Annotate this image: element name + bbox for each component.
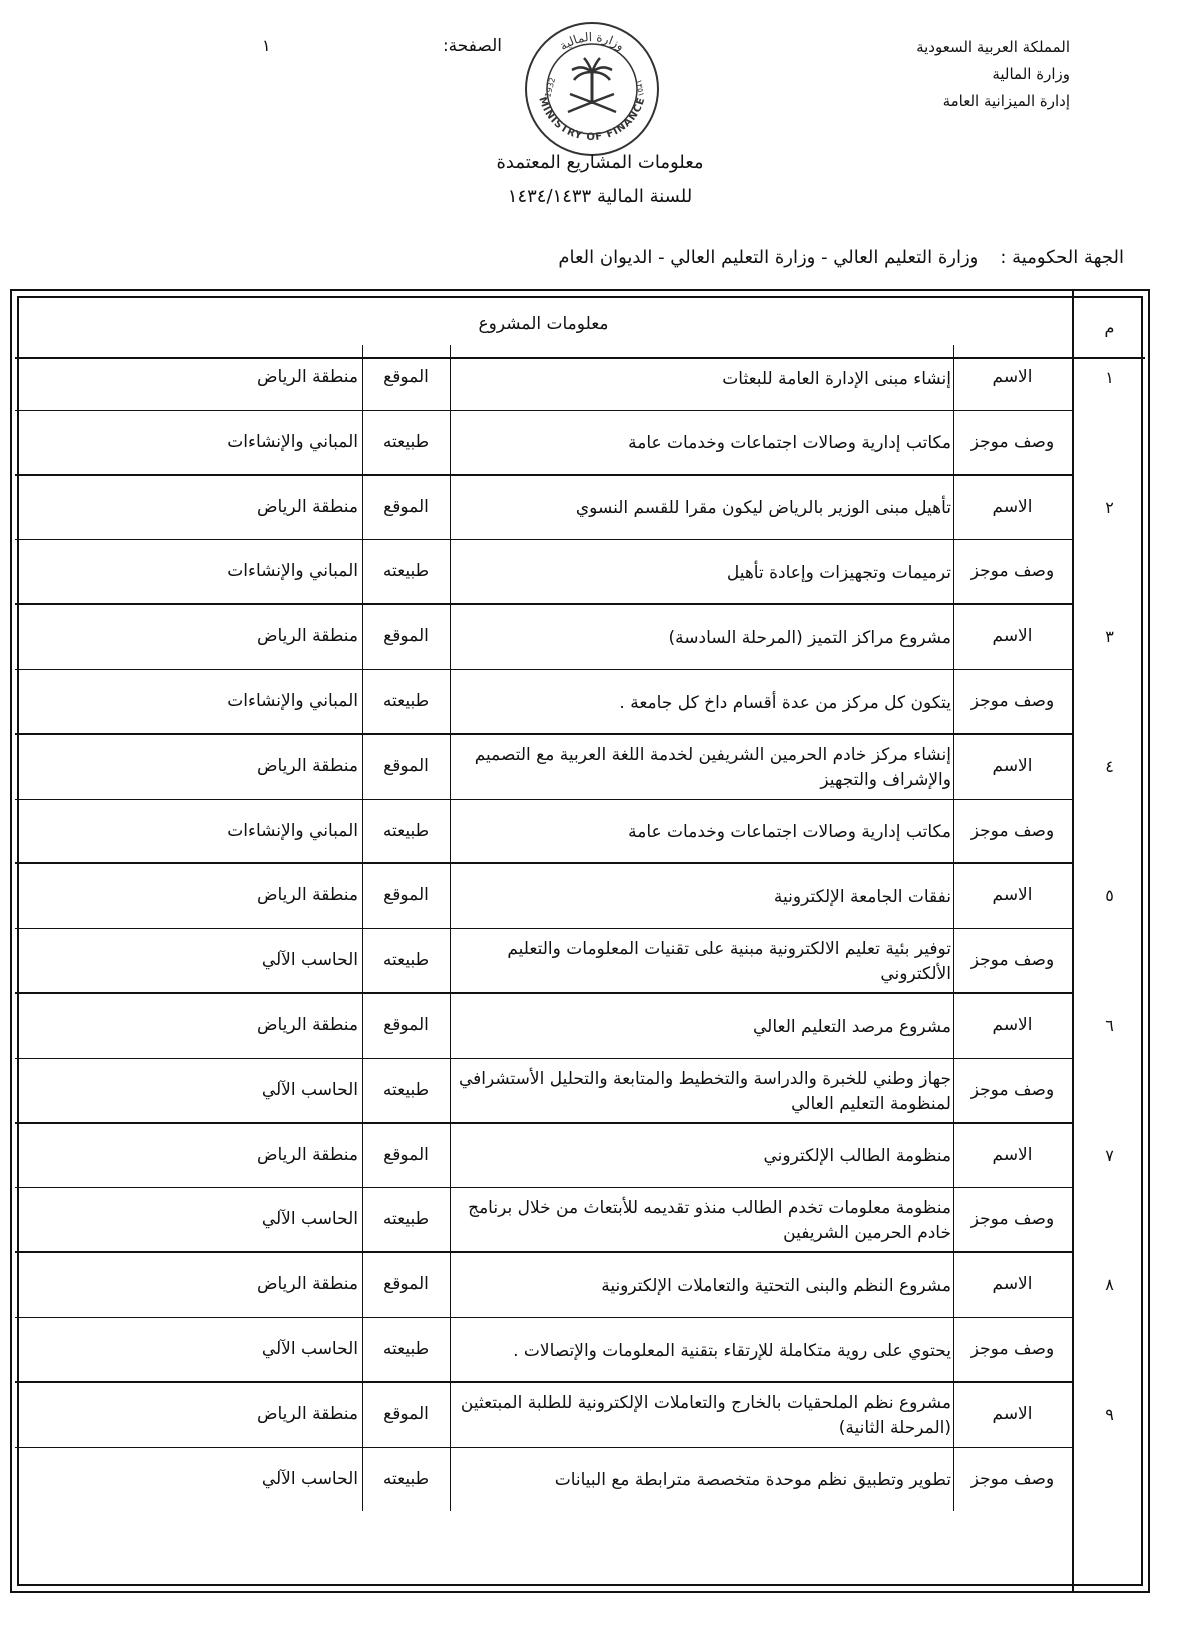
column-divider [362, 863, 363, 993]
project-description: جهاز وطني للخبرة والدراسة والتخطيط والمتابعة والتحليل الأستشرافي لمنظومة التعليم العالي [458, 1068, 951, 1114]
nature-label: طبيعته [382, 1079, 430, 1100]
column-divider [953, 604, 954, 734]
column-divider [450, 863, 451, 993]
column-divider [362, 1382, 363, 1512]
row-separator [15, 474, 1072, 476]
ministry-seal-logo [522, 20, 662, 158]
project-nature: الحاسب الآلي [261, 1468, 358, 1489]
row-number: ١ [1105, 368, 1114, 387]
column-divider [450, 604, 451, 734]
project-name: إنشاء مبنى الإدارة العامة للبعثات [722, 368, 951, 389]
column-divider [362, 1123, 363, 1253]
row-separator [15, 992, 1072, 994]
row-number: ٨ [1105, 1275, 1114, 1295]
project-location: منطقة الرياض [256, 626, 358, 647]
sub-row-separator [15, 669, 1072, 670]
description-label: وصف موجز [970, 691, 1055, 711]
nature-label: طبيعته [382, 1339, 430, 1359]
project-name: تأهيل مبنى الوزير بالرياض ليكون مقرا للقسم النسوي [575, 498, 951, 519]
sub-row-separator [15, 1447, 1072, 1448]
column-divider [953, 993, 954, 1123]
project-name: مشروع نظم الملحقيات بالخارج والتعاملات الإلكترونية للطلبة المبتعثين (المرحلة الثانية) [460, 1392, 951, 1438]
project-nature: الحاسب الآلي [261, 1339, 358, 1359]
column-divider [362, 1252, 363, 1382]
row-number: ٤ [1105, 756, 1114, 776]
government-entity [558, 247, 1124, 268]
project-location: منطقة الرياض [256, 367, 358, 387]
column-divider [953, 1382, 954, 1512]
number-column-divider [1072, 289, 1074, 1593]
row-number: ٥ [1105, 886, 1114, 906]
column-divider [362, 993, 363, 1123]
nature-label: طبيعته [382, 820, 430, 841]
project-description: توفير بئية تعليم الالكترونية مبنية على تقنيات المعلومات والتعليم الألكتروني [507, 939, 951, 985]
description-label: وصف موجز [970, 431, 1055, 452]
sub-row-separator [15, 1058, 1072, 1059]
col-header-number: م [1104, 318, 1115, 337]
name-label: الاسم [992, 367, 1033, 387]
description-label: وصف موجز [970, 1209, 1055, 1230]
project-nature: الحاسب الآلي [261, 1209, 358, 1230]
column-divider [450, 1382, 451, 1512]
entity-label: الجهة الحكومية : [1000, 247, 1124, 268]
document-title: معلومات المشاريع المعتمدة [496, 152, 704, 173]
col-header-project-info: معلومات المشروع [478, 314, 609, 334]
project-name: نفقات الجامعة الإلكترونية [773, 886, 951, 907]
column-divider [450, 1252, 451, 1382]
name-label: الاسم [992, 626, 1033, 647]
project-nature: المباني والإنشاءات [227, 561, 358, 582]
location-label: الموقع [383, 1015, 429, 1035]
row-number: ٦ [1105, 1016, 1114, 1035]
column-divider [362, 604, 363, 734]
project-nature: المباني والإنشاءات [227, 431, 358, 452]
country-name: المملكة العربية السعودية [916, 38, 1070, 56]
project-name: مشروع مرصد التعليم العالي [753, 1016, 951, 1037]
department-name: إدارة الميزانية العامة [942, 92, 1070, 110]
column-divider [953, 863, 954, 993]
letterhead [916, 34, 1070, 115]
project-name: مشروع النظم والبنى التحتية والتعاملات الإلكترونية [601, 1275, 951, 1296]
project-nature: الحاسب الآلي [261, 950, 358, 971]
project-location: منطقة الرياض [256, 885, 358, 906]
name-label: الاسم [992, 496, 1033, 517]
column-divider [362, 734, 363, 864]
description-label: وصف موجز [970, 1079, 1055, 1100]
column-divider [362, 475, 363, 605]
name-label: الاسم [992, 1144, 1033, 1165]
sub-row-separator [15, 410, 1072, 411]
row-separator [15, 603, 1072, 605]
location-label: الموقع [383, 1144, 429, 1165]
row-separator [15, 862, 1072, 864]
project-location: منطقة الرياض [256, 1015, 358, 1035]
ministry-name: وزارة المالية [992, 65, 1070, 83]
column-divider [450, 1123, 451, 1253]
svg-text:MINISTRY OF FINANCE: MINISTRY OF FINANCE [536, 95, 648, 144]
column-divider [450, 734, 451, 864]
location-label: الموقع [383, 367, 429, 387]
project-nature: المباني والإنشاءات [227, 820, 358, 841]
name-label: الاسم [992, 1403, 1033, 1424]
description-label: وصف موجز [970, 820, 1055, 841]
project-description: منظومة معلومات تخدم الطالب منذو تقديمه للأبتعاث من خلال برنامج خادم الحرمين الشريفين [468, 1198, 951, 1244]
description-label: وصف موجز [970, 950, 1055, 971]
project-description: تطوير وتطبيق نظم موحدة متخصصة مترابطة مع البيانات [554, 1470, 951, 1491]
location-label: الموقع [383, 496, 429, 517]
entity-value: وزارة التعليم العالي - وزارة التعليم العالي - الديوان العام [558, 247, 979, 268]
nature-label: طبيعته [382, 691, 430, 711]
column-divider [953, 345, 954, 475]
fiscal-year: للسنة المالية ١٤٣٤/١٤٣٣ [507, 186, 693, 207]
page-number: ١ [262, 36, 271, 55]
description-label: وصف موجز [970, 561, 1055, 582]
description-label: وصف موجز [970, 1468, 1055, 1489]
project-nature: المباني والإنشاءات [227, 691, 358, 711]
project-description: مكاتب إدارية وصالات اجتماعات وخدمات عامة [628, 822, 951, 843]
column-divider [450, 345, 451, 475]
column-divider [953, 475, 954, 605]
project-location: منطقة الرياض [256, 755, 358, 776]
row-separator [15, 1122, 1072, 1124]
project-location: منطقة الرياض [256, 1403, 358, 1424]
name-label: الاسم [992, 1015, 1033, 1035]
sub-row-separator [15, 539, 1072, 540]
row-separator [15, 1251, 1072, 1253]
project-name: مشروع مراكز التميز (المرحلة السادسة) [668, 627, 951, 648]
row-number: ٢ [1105, 497, 1114, 517]
location-label: الموقع [383, 1403, 429, 1424]
project-location: منطقة الرياض [256, 1144, 358, 1165]
name-label: الاسم [992, 885, 1033, 906]
name-label: الاسم [992, 1274, 1033, 1295]
row-number: ٩ [1105, 1404, 1114, 1424]
svg-text:1932: 1932 [543, 76, 558, 99]
sub-row-separator [15, 1187, 1072, 1188]
project-location: منطقة الرياض [256, 496, 358, 517]
sub-row-separator [15, 928, 1072, 929]
column-divider [450, 993, 451, 1123]
project-description: يتكون كل مركز من عدة أقسام داخ كل جامعة . [619, 692, 951, 713]
column-divider [953, 734, 954, 864]
name-label: الاسم [992, 755, 1033, 776]
nature-label: طبيعته [382, 1209, 430, 1230]
location-label: الموقع [383, 1274, 429, 1295]
page-label: الصفحة: [442, 36, 502, 56]
sub-row-separator [15, 1317, 1072, 1318]
project-location: منطقة الرياض [256, 1274, 358, 1295]
project-description: ترميمات وتجهيزات وإعادة تأهيل [726, 562, 951, 583]
nature-label: طبيعته [382, 1468, 430, 1489]
row-number: ٧ [1105, 1145, 1114, 1165]
row-number: ٣ [1105, 627, 1114, 647]
project-name: إنشاء مركز خادم الحرمين الشريفين لخدمة اللغة العربية مع التصميم والإشراف والتجهيز [474, 744, 951, 790]
location-label: الموقع [383, 626, 429, 647]
description-label: وصف موجز [970, 1339, 1055, 1359]
column-divider [953, 1123, 954, 1253]
location-label: الموقع [383, 885, 429, 906]
svg-text:١٣٥١: ١٣٥١ [634, 78, 646, 98]
column-divider [450, 475, 451, 605]
project-description: يحتوي على روية متكاملة للإرتقاء بتقنية المعلومات والإتصالات . [513, 1340, 951, 1361]
row-separator [15, 1381, 1072, 1383]
nature-label: طبيعته [382, 561, 430, 582]
nature-label: طبيعته [382, 431, 430, 452]
project-nature: الحاسب الآلي [261, 1079, 358, 1100]
row-separator [15, 733, 1072, 735]
location-label: الموقع [383, 755, 429, 776]
nature-label: طبيعته [382, 950, 430, 971]
column-divider [362, 345, 363, 475]
sub-row-separator [15, 799, 1072, 800]
project-description: مكاتب إدارية وصالات اجتماعات وخدمات عامة [628, 433, 951, 454]
column-divider [953, 1252, 954, 1382]
svg-text:وزارة المالية: وزارة المالية [556, 29, 628, 54]
project-name: منظومة الطالب الإلكتروني [763, 1146, 951, 1167]
